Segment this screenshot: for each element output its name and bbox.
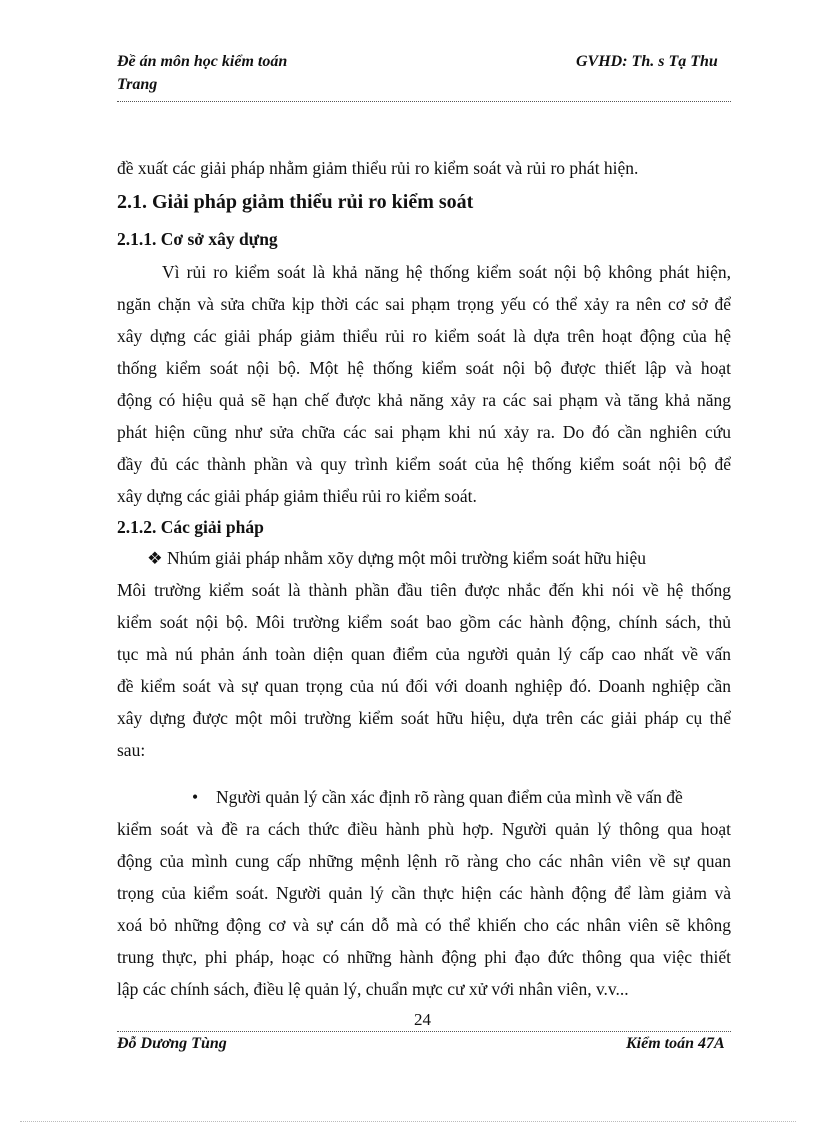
sub1-line: ngăn chặn và sửa chữa kịp thời các sai phạm trọng yếu có thể xảy ra nên cơ sở để [117,294,731,314]
header-instructor: GVHD: Th. s Tạ Thu [576,53,718,70]
env-line: tục mà nú phản ánh toàn diện quan điểm của người quản lý cấp cao nhất về vấn [117,644,731,664]
bullet-line: xoá bỏ những động cơ và sự cán dỗ mà có thể khiến cho các nhân viên sẽ không [117,915,731,935]
diamond-list-item [147,548,731,569]
sub1-line: Vì rủi ro kiểm soát là khả năng hệ thống kiểm soát nội bộ không phát hiện, [162,262,731,282]
bullet-dot-icon: • [192,787,199,807]
intro-line: đề xuất các giải pháp nhằm giảm thiểu rủi ro kiểm soát và rủi ro phát hiện. [117,158,639,178]
env-line: Môi trường kiểm soát là thành phần đầu tiên được nhắc đến khi nói về hệ thống [117,580,731,600]
header-course-title: Đề án môn học kiểm toán [117,53,288,70]
env-line: sau: [117,740,146,760]
sub1-line: động có hiệu quả sẽ hạn chế được khả năng xảy ra các sai phạm và tăng khả năng [117,390,731,410]
env-line: xây dựng được một môi trường kiểm soát hữu hiệu, dựa trên các giải pháp cụ thể [117,708,731,728]
header-trang: Trang [117,76,158,93]
sub1-line: xây dựng các giải pháp giảm thiểu rủi ro kiểm soát. [117,486,477,506]
subsection-2-title: 2.1.2. Các giải pháp [117,517,264,537]
bullet-line: trọng của kiểm soát. Người quản lý cần thực hiện các hành động để làm giảm và [117,883,731,903]
bullet-line: kiểm soát và đề ra cách thức điều hành phù hợp. Người quản lý thông qua hoạt [117,819,731,839]
sub1-line: phát hiện cũng như sửa chữa các sai phạm khi nú xảy ra. Do đó cần nghiên cứu [117,422,731,442]
sub1-line: xây dựng các giải pháp giảm thiểu rủi ro kiểm soát là dựa trên hoạt động của hệ [117,326,731,346]
header-divider [117,101,731,102]
env-line: kiểm soát nội bộ. Môi trường kiểm soát bao gồm các hành động, chính sách, thủ [117,612,731,632]
footer-divider [117,1031,731,1032]
bullet-list-item [192,787,731,808]
bullet-line: trung thực, phi pháp, hoạc có những hành động phi đạo đức thông qua việc thiết [117,947,731,967]
bullet-line: động của mình cung cấp những mệnh lệnh rõ ràng cho các nhân viên về sự quan [117,851,731,871]
footer-class: Kiểm toán 47A [626,1035,725,1052]
page-number: 24 [414,1010,431,1029]
sub1-line: thống kiểm soát nội bộ. Một hệ thống kiểm soát nội bộ được thiết lập và hoạt [117,358,731,378]
diamond-bullet-icon: ❖ [147,548,163,568]
diamond-item-text: Nhúm giải pháp nhằm xõy dựng một môi trường kiểm soát hữu hiệu [167,548,647,568]
subsection-1-title: 2.1.1. Cơ sở xây dựng [117,229,278,249]
page-bottom-divider [20,1121,796,1122]
bullet-line: lập các chính sách, điều lệ quản lý, chuẩn mực cư xử với nhân viên, v.v... [117,979,629,999]
sub1-line: đầy đủ các thành phần và quy trình kiểm soát của hệ thống kiểm soát nội bộ để [117,454,731,474]
bullet-item-text: Người quản lý cần xác định rõ ràng quan điểm của mình về vấn đề [216,787,683,807]
env-line: đề kiểm soát và sự quan trọng của nú đối với doanh nghiệp đó. Doanh nghiệp cần [117,676,731,696]
footer-author: Đỗ Dương Tùng [117,1035,227,1052]
section-title: 2.1. Giải pháp giảm thiểu rủi ro kiểm soát [117,191,474,213]
